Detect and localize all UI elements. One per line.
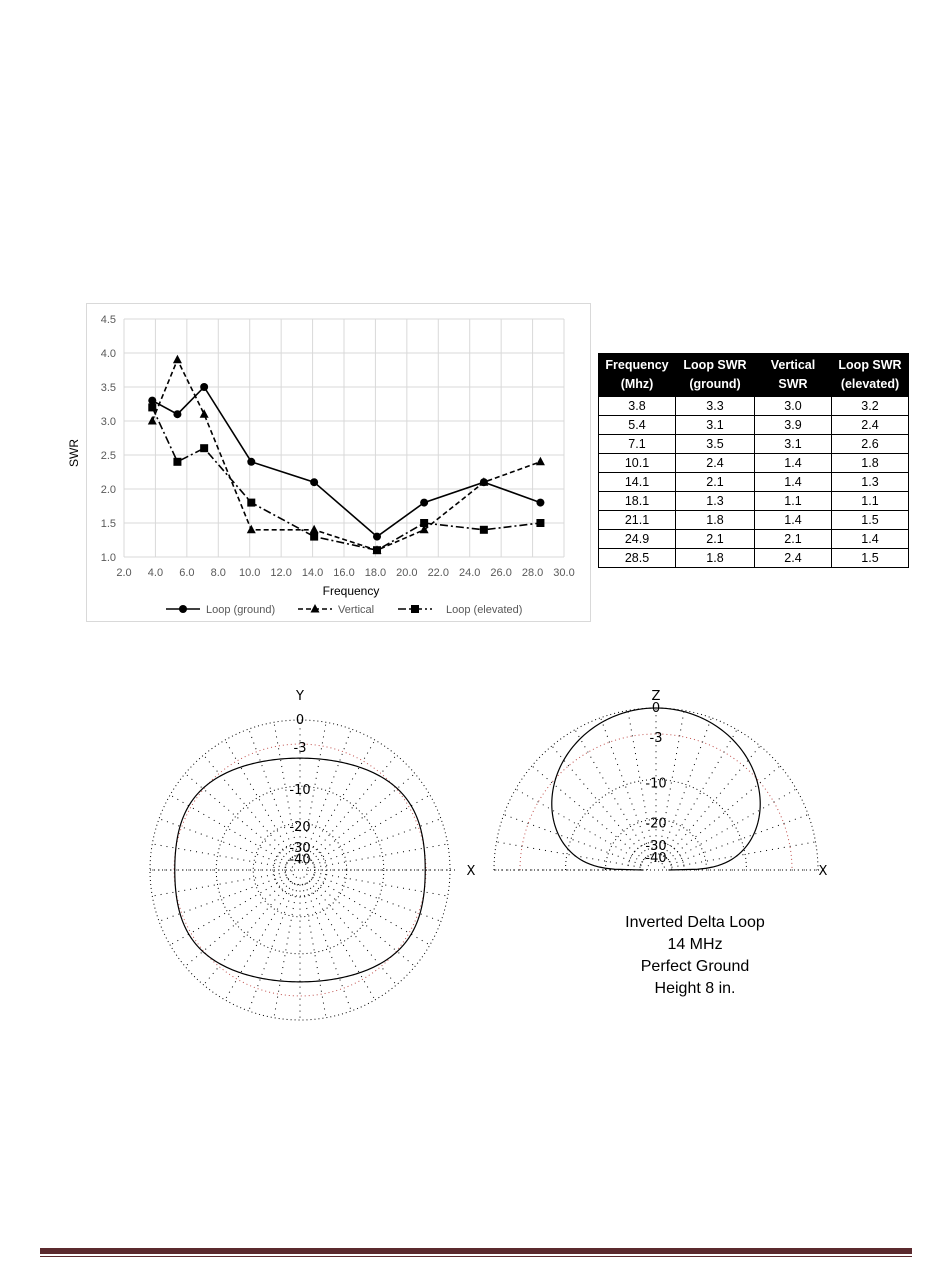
ring-label: -3 bbox=[293, 741, 307, 757]
table-cell: 3.0 bbox=[755, 397, 832, 416]
table-cell: 24.9 bbox=[599, 530, 676, 549]
data-point-square bbox=[420, 519, 428, 527]
polar-spoke bbox=[204, 755, 291, 859]
table-cell: 14.1 bbox=[599, 473, 676, 492]
y-axis-label: SWR bbox=[67, 439, 81, 467]
ring-label: -10 bbox=[645, 776, 667, 792]
table-row bbox=[599, 435, 909, 454]
swr-table bbox=[598, 353, 909, 568]
y-tick-label: 4.0 bbox=[100, 348, 116, 360]
polar-spoke bbox=[204, 881, 291, 985]
header-loop-elevated: Loop SWR (elevated) bbox=[832, 354, 909, 397]
data-point-square bbox=[148, 403, 156, 411]
polar-spoke bbox=[185, 774, 289, 861]
table-cell: 2.4 bbox=[832, 416, 909, 435]
table-row bbox=[599, 397, 909, 416]
x-tick-label: 14.0 bbox=[301, 567, 324, 579]
footer-rule bbox=[40, 1248, 912, 1254]
polar-spoke bbox=[159, 819, 286, 865]
polar-spoke bbox=[670, 789, 797, 862]
data-point-circle bbox=[536, 499, 544, 507]
table-cell: 3.1 bbox=[676, 416, 755, 435]
table-cell: 1.5 bbox=[832, 511, 909, 530]
caption-line-2: 14 MHz bbox=[667, 936, 723, 953]
polar-spoke bbox=[152, 873, 285, 897]
elevation-axis-x-label: X bbox=[818, 864, 828, 879]
legend-marker-circle bbox=[179, 605, 187, 613]
ring-label: -30 bbox=[289, 840, 311, 856]
ring-label: -40 bbox=[289, 852, 311, 868]
data-point-circle bbox=[173, 410, 181, 418]
azimuth-ring-labels bbox=[289, 713, 310, 867]
table-cell: 1.4 bbox=[755, 511, 832, 530]
swr-line-chart bbox=[67, 303, 591, 622]
polar-spoke bbox=[152, 844, 285, 868]
table-cell: 1.5 bbox=[832, 549, 909, 568]
table-cell: 1.8 bbox=[676, 511, 755, 530]
y-tick-label: 4.5 bbox=[100, 314, 116, 326]
table-row bbox=[599, 492, 909, 511]
swr-table-container bbox=[598, 353, 909, 568]
polar-spoke bbox=[601, 718, 651, 855]
elevation-ring-labels bbox=[645, 701, 666, 866]
polar-spoke bbox=[314, 873, 447, 897]
y-tick-label: 3.0 bbox=[100, 416, 116, 428]
table-cell: 2.1 bbox=[755, 530, 832, 549]
ring-label: -10 bbox=[289, 783, 311, 799]
polar-spoke bbox=[249, 729, 295, 856]
polar-spoke bbox=[311, 774, 415, 861]
polar-spoke bbox=[170, 877, 287, 945]
x-tick-label: 18.0 bbox=[364, 567, 387, 579]
x-tick-label: 6.0 bbox=[179, 567, 195, 579]
table-cell: 2.6 bbox=[832, 435, 909, 454]
data-point-square bbox=[310, 533, 318, 541]
table-row bbox=[599, 473, 909, 492]
polar-spoke bbox=[552, 746, 646, 858]
y-tick-label: 3.5 bbox=[100, 382, 116, 394]
header-loop-ground: Loop SWR (ground) bbox=[676, 354, 755, 397]
polar-spoke bbox=[307, 883, 375, 1000]
chart-legend bbox=[166, 604, 522, 616]
x-tick-label: 22.0 bbox=[427, 567, 449, 579]
table-cell: 3.1 bbox=[755, 435, 832, 454]
data-point-circle bbox=[148, 397, 156, 405]
y-tick-label: 2.0 bbox=[100, 484, 116, 496]
elevation-axis-z-label: Z bbox=[651, 689, 661, 704]
legend-label: Vertical bbox=[338, 604, 375, 616]
table-cell: 3.3 bbox=[676, 397, 755, 416]
polar-spoke bbox=[314, 844, 447, 868]
data-point-circle bbox=[247, 458, 255, 466]
table-cell: 7.1 bbox=[599, 435, 676, 454]
table-row bbox=[599, 549, 909, 568]
polar-spoke bbox=[309, 755, 396, 859]
table-cell: 1.3 bbox=[676, 492, 755, 511]
data-point-square bbox=[247, 499, 255, 507]
caption-line-1: Inverted Delta Loop bbox=[625, 914, 765, 931]
x-tick-label: 24.0 bbox=[459, 567, 481, 579]
polar-spoke bbox=[671, 815, 808, 865]
polar-spoke bbox=[225, 740, 293, 857]
footer-rule-thin bbox=[40, 1256, 912, 1257]
ring-label: 0 bbox=[295, 713, 305, 728]
legend-label: Loop (ground) bbox=[206, 604, 276, 616]
table-header-row bbox=[599, 354, 909, 397]
table-body bbox=[599, 397, 909, 568]
y-tick-label: 2.5 bbox=[100, 450, 116, 462]
table-cell: 2.4 bbox=[755, 549, 832, 568]
ring-label: -30 bbox=[645, 838, 667, 854]
polar-spoke bbox=[307, 740, 375, 857]
table-cell: 3.5 bbox=[676, 435, 755, 454]
legend-marker-square bbox=[411, 605, 419, 613]
ring-label: -3 bbox=[649, 730, 663, 746]
polar-spoke bbox=[516, 789, 643, 862]
pattern-caption bbox=[560, 912, 830, 1000]
x-tick-label: 12.0 bbox=[270, 567, 292, 579]
x-axis-label: Frequency bbox=[322, 584, 380, 598]
table-cell: 1.1 bbox=[832, 492, 909, 511]
polar-spoke bbox=[170, 795, 287, 863]
table-cell: 1.4 bbox=[755, 454, 832, 473]
table-cell: 3.8 bbox=[599, 397, 676, 416]
data-point-circle bbox=[373, 533, 381, 541]
caption-line-4: Height 8 in. bbox=[654, 980, 736, 997]
polar-spoke bbox=[159, 875, 286, 921]
polar-spoke bbox=[661, 718, 711, 855]
data-point-circle bbox=[310, 478, 318, 486]
data-point-square bbox=[373, 546, 381, 554]
table-row bbox=[599, 530, 909, 549]
table-cell: 21.1 bbox=[599, 511, 676, 530]
azimuth-axis-y-label: Y bbox=[296, 689, 304, 704]
table-cell: 10.1 bbox=[599, 454, 676, 473]
polar-spoke bbox=[575, 730, 648, 857]
elevation-polar-plot bbox=[488, 685, 840, 885]
data-point-square bbox=[200, 444, 208, 452]
polar-spoke bbox=[311, 879, 415, 966]
polar-spoke bbox=[314, 875, 441, 921]
table-cell: 1.4 bbox=[755, 473, 832, 492]
y-tick-label: 1.5 bbox=[100, 518, 116, 530]
polar-spoke bbox=[672, 842, 816, 867]
ring-label: 0 bbox=[651, 701, 661, 716]
table-cell: 1.8 bbox=[676, 549, 755, 568]
polar-spoke bbox=[313, 795, 430, 863]
azimuth-axis-x-label: X bbox=[466, 864, 476, 879]
table-cell: 3.9 bbox=[755, 416, 832, 435]
table-cell: 5.4 bbox=[599, 416, 676, 435]
table-row bbox=[599, 511, 909, 530]
polar-spoke bbox=[309, 881, 396, 985]
header-vertical: Vertical SWR bbox=[755, 354, 832, 397]
polar-spoke bbox=[664, 730, 737, 857]
x-axis-tick-labels bbox=[116, 567, 574, 579]
table-cell: 3.2 bbox=[832, 397, 909, 416]
data-point-circle bbox=[200, 383, 208, 391]
polar-spoke bbox=[532, 766, 644, 860]
data-point-square bbox=[536, 519, 544, 527]
polar-spoke bbox=[305, 729, 351, 856]
x-tick-label: 28.0 bbox=[521, 567, 544, 579]
table-cell: 1.1 bbox=[755, 492, 832, 511]
table-cell: 2.1 bbox=[676, 530, 755, 549]
azimuth-polar-grid bbox=[150, 720, 456, 1020]
polar-spoke bbox=[185, 879, 289, 966]
x-tick-label: 10.0 bbox=[239, 567, 261, 579]
x-tick-label: 16.0 bbox=[333, 567, 355, 579]
table-cell: 28.5 bbox=[599, 549, 676, 568]
x-tick-label: 4.0 bbox=[147, 567, 164, 579]
data-point-square bbox=[480, 526, 488, 534]
ring-label: -40 bbox=[645, 851, 667, 867]
legend-label: Loop (elevated) bbox=[446, 604, 523, 616]
ring-label: -20 bbox=[645, 816, 667, 832]
polar-spoke bbox=[666, 746, 760, 858]
polar-spoke bbox=[249, 884, 295, 1011]
x-tick-label: 30.0 bbox=[553, 567, 575, 579]
table-cell: 18.1 bbox=[599, 492, 676, 511]
caption-line-3: Perfect Ground bbox=[640, 958, 750, 975]
polar-spoke bbox=[225, 883, 293, 1000]
azimuth-polar-plot bbox=[140, 685, 480, 1020]
table-row bbox=[599, 416, 909, 435]
polar-spoke bbox=[314, 819, 441, 865]
polar-spoke bbox=[305, 884, 351, 1011]
x-tick-label: 2.0 bbox=[116, 567, 132, 579]
ring-label: -20 bbox=[289, 820, 311, 836]
table-cell: 1.4 bbox=[832, 530, 909, 549]
x-tick-label: 8.0 bbox=[210, 567, 226, 579]
table-row bbox=[599, 454, 909, 473]
table-cell: 1.3 bbox=[832, 473, 909, 492]
polar-spoke bbox=[274, 884, 298, 1017]
polar-spoke bbox=[313, 877, 430, 945]
polar-spoke bbox=[504, 815, 641, 865]
data-point-circle bbox=[420, 499, 428, 507]
table-cell: 2.1 bbox=[676, 473, 755, 492]
data-point-square bbox=[173, 458, 181, 466]
x-tick-label: 26.0 bbox=[490, 567, 512, 579]
table-cell: 2.4 bbox=[676, 454, 755, 473]
y-tick-label: 1.0 bbox=[100, 552, 116, 564]
table-cell: 1.8 bbox=[832, 454, 909, 473]
x-tick-label: 20.0 bbox=[396, 567, 418, 579]
header-frequency: Frequency (Mhz) bbox=[599, 354, 676, 397]
polar-spoke bbox=[668, 766, 780, 860]
